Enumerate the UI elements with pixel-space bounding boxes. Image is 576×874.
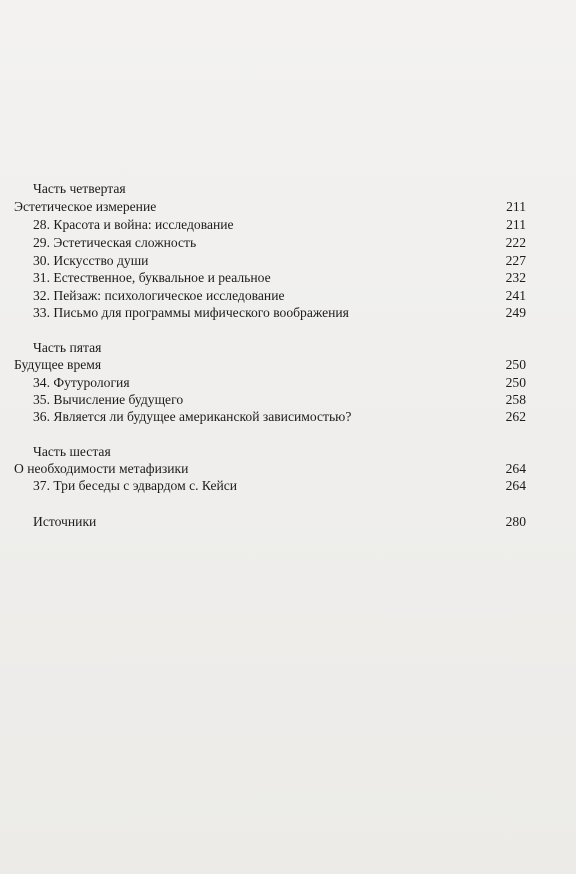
toc-entry-35-page: 258 [505, 392, 526, 407]
toc-entry-35: 35. Вычисление будущего [33, 392, 184, 407]
toc-entry-30: 30. Искусство души [33, 253, 149, 268]
part-six-label: Часть шестая [33, 444, 111, 459]
toc-entry-36-page: 262 [505, 409, 526, 424]
toc-entry-37-page: 264 [505, 478, 526, 493]
toc-sources: Источники [33, 514, 97, 529]
toc-entry-37: 37. Три беседы с эдвардом с. Кейси [33, 478, 238, 493]
part-five-title: Будущее время [14, 357, 102, 372]
toc-entry-29: 29. Эстетическая сложность [33, 235, 197, 250]
part-six-title: О необходимости метафизики [14, 461, 189, 476]
toc-entry-34: 34. Футурология [33, 375, 130, 390]
part-six-title-page: 264 [505, 461, 526, 476]
toc-entry-32-page: 241 [505, 288, 526, 303]
toc-entry-30-page: 227 [505, 253, 526, 268]
toc-entry-33-page: 249 [505, 305, 526, 320]
toc-entry-36: 36. Является ли будущее американской зависимостью? [33, 409, 352, 424]
toc-entry-31-page: 232 [505, 270, 526, 285]
part-four-title-page: 211 [506, 199, 526, 214]
toc-entry-28-page: 211 [506, 217, 526, 232]
toc-entry-32: 32. Пейзаж: психологическое исследование [33, 288, 285, 303]
part-five-label: Часть пятая [33, 340, 102, 355]
toc-entry-28: 28. Красота и война: исследование [33, 217, 234, 232]
toc-entry-33: 33. Письмо для программы мифического воображения [33, 305, 349, 320]
toc-entry-29-page: 222 [505, 235, 526, 250]
toc-entry-31: 31. Естественное, буквальное и реальное [33, 270, 271, 285]
part-four-title: Эстетическое измерение [14, 199, 157, 214]
part-five-title-page: 250 [505, 357, 526, 372]
toc-entry-34-page: 250 [505, 375, 526, 390]
part-four-label: Часть четвертая [33, 181, 126, 196]
toc-sources-page: 280 [505, 514, 526, 529]
